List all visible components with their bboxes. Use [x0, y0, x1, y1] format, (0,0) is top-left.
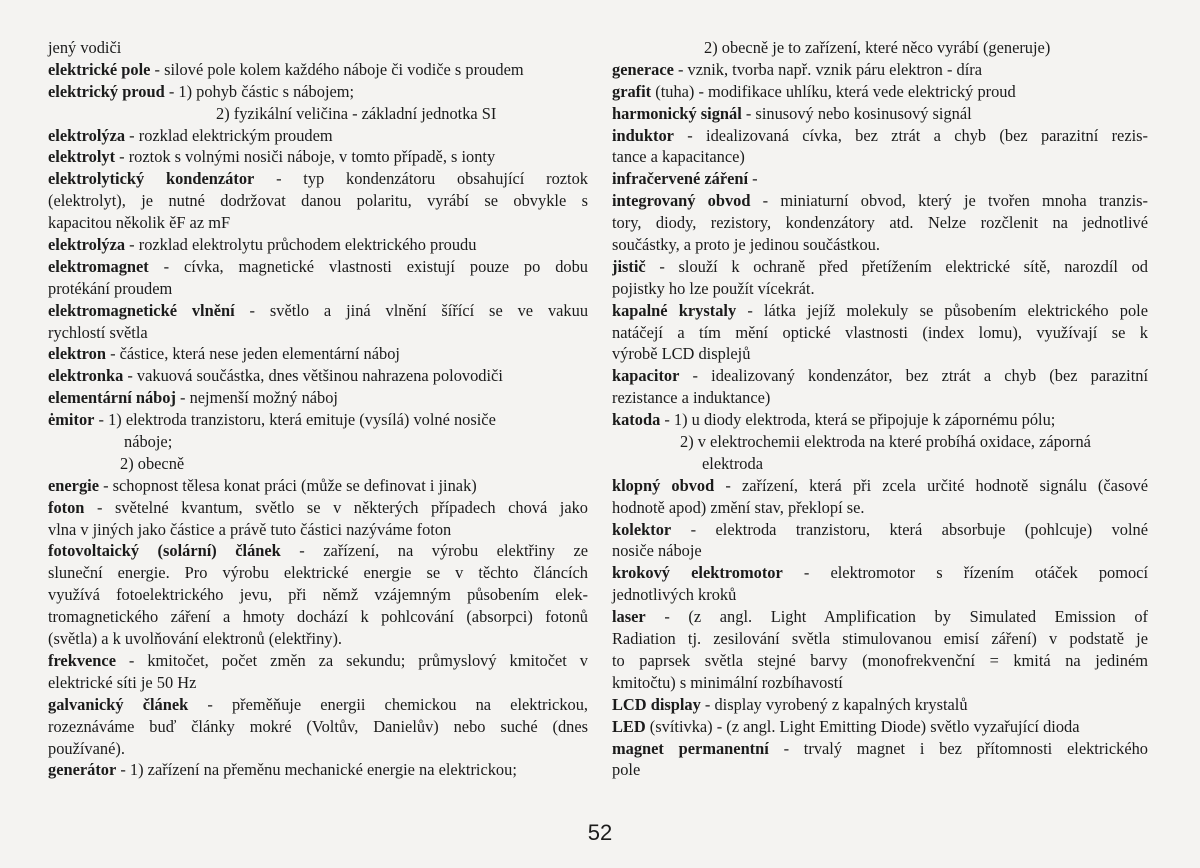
glossary-text: - typ kondenzátoru obsahující roztok — [254, 169, 588, 189]
glossary-line — [48, 81, 588, 103]
glossary-text: (tuha) - modifikace uhlíku, která vede elektrický proud — [651, 81, 1016, 101]
glossary-text: - světlo a jiná vlnění šířící se ve vakuu — [234, 300, 588, 320]
glossary-term: grafit — [612, 81, 652, 101]
glossary-text: pojistky ho lze použít vícekrát. — [612, 278, 815, 298]
glossary-line — [612, 606, 1148, 628]
left-column — [48, 37, 588, 781]
glossary-text: - idealizovaná cívka, bez ztrát a chyb (bez parazitní rezis- — [673, 125, 1148, 145]
glossary-line — [612, 256, 1148, 278]
glossary-text: Radiation tj. zesilování světla stimulovanou emisí záření) v podstatě je — [612, 629, 1148, 649]
glossary-line — [612, 628, 1148, 650]
glossary-line — [48, 37, 588, 59]
glossary-line — [612, 650, 1148, 672]
glossary-term: laser — [612, 607, 646, 627]
glossary-text: - rozklad elektrickým proudem — [125, 125, 333, 145]
glossary-line — [48, 606, 588, 628]
glossary-text: elektrické síti je 50 Hz — [48, 672, 197, 692]
glossary-term: elektrické pole — [48, 59, 151, 79]
glossary-line — [48, 431, 588, 453]
glossary-term: frekvence — [48, 650, 116, 670]
glossary-text: protékání proudem — [48, 278, 173, 298]
glossary-text: to paprsek světla stejné barvy (monofrekvenční = kmitá na jediném — [612, 650, 1148, 670]
glossary-line — [612, 234, 1148, 256]
glossary-line — [48, 409, 588, 431]
glossary-line — [612, 146, 1148, 168]
glossary-line — [48, 519, 588, 541]
glossary-term: elektrolýza — [48, 125, 126, 145]
glossary-line — [48, 628, 588, 650]
glossary-line — [48, 278, 588, 300]
glossary-text: - částice, která nese jeden elementární náboj — [105, 344, 400, 364]
glossary-text: nosiče náboje — [612, 541, 702, 561]
glossary-text: - 1) zařízení na přeměnu mechanické energie na elektrickou; — [116, 760, 517, 780]
glossary-line — [48, 125, 588, 147]
glossary-line — [48, 300, 588, 322]
glossary-text: tory, diody, rezistory, kondenzátory atd. Nelze rozčlenit na jednotlivé — [612, 213, 1148, 233]
glossary-text: - vakuová součástka, dnes většinou nahrazena polovodiči — [123, 366, 503, 386]
glossary-term: generace — [612, 59, 674, 79]
glossary-term: LED — [612, 716, 646, 736]
glossary-term: fotovoltaický (solární) článek — [48, 541, 281, 561]
glossary-text: - rozklad elektrolytu průchodem elektrického proudu — [125, 235, 477, 255]
glossary-term: elektrolytický kondenzátor — [48, 169, 255, 189]
glossary-line — [612, 125, 1148, 147]
glossary-text: rozeznáváme buď články mokré (Voltův, Danielův) nebo suché (dnes — [48, 716, 588, 736]
glossary-text: - přeměňuje energii chemickou na elektrickou, — [188, 694, 588, 714]
glossary-line — [612, 759, 1148, 781]
glossary-text: - roztok s volnými nosiči náboje, v tomto případě, s ionty — [115, 147, 496, 167]
glossary-text: 2) obecně je to zařízení, které něco vyrábí (generuje) — [704, 38, 1051, 57]
glossary-term: klopný obvod — [612, 475, 715, 495]
glossary-text: - — [748, 169, 758, 189]
glossary-line — [48, 146, 588, 168]
glossary-term: harmonický signál — [612, 103, 742, 123]
glossary-line — [48, 650, 588, 672]
glossary-text: tromagnetického záření a hmoty dochází k pohlcování (absorpci) fotonů — [48, 607, 588, 627]
glossary-text: - látka jejíž molekuly se působením elektrického pole — [736, 300, 1148, 320]
glossary-text: - trvalý magnet i bez přítomnosti elektrického — [768, 738, 1148, 758]
glossary-text: sluneční energie. Pro výrobu elektrické energie se v těchto článcích — [48, 563, 588, 583]
glossary-text: (světla) a k uvolňování elektronů (elektřiny). — [48, 629, 343, 649]
glossary-line — [612, 168, 1148, 190]
glossary-text: náboje; — [124, 432, 173, 452]
glossary-text: - schopnost tělesa konat práci (může se definovat i jinak) — [98, 475, 477, 495]
glossary-text: používané). — [48, 738, 125, 758]
glossary-line — [612, 278, 1148, 300]
glossary-line — [48, 168, 588, 190]
glossary-line — [48, 387, 588, 409]
glossary-term: jistič — [612, 256, 646, 276]
glossary-line — [612, 322, 1148, 344]
glossary-line — [612, 584, 1148, 606]
glossary-line — [612, 475, 1148, 497]
glossary-text: - zařízení, na výrobu elektřiny ze — [280, 541, 588, 561]
glossary-line — [612, 37, 1148, 59]
glossary-line — [48, 694, 588, 716]
glossary-line — [612, 212, 1148, 234]
glossary-term: integrovaný obvod — [612, 191, 751, 211]
glossary-text: natáčejí a tím mění optické vlastnosti (index lomu), využívají se k — [612, 322, 1148, 342]
glossary-term: galvanický článek — [48, 694, 189, 714]
glossary-text: - vznik, tvorba např. vznik páru elektron - díra — [673, 59, 983, 79]
glossary-line — [48, 212, 588, 234]
glossary-term: elektromagnet — [48, 256, 149, 276]
glossary-line — [48, 256, 588, 278]
glossary-line — [48, 59, 588, 81]
glossary-term: elektronka — [48, 366, 124, 386]
glossary-line — [612, 540, 1148, 562]
glossary-text: - kmitočet, počet změn za sekundu; průmyslový kmitočet v — [115, 650, 588, 670]
glossary-text: pole — [612, 760, 641, 780]
glossary-line — [612, 716, 1148, 738]
glossary-line — [612, 453, 1148, 475]
glossary-term: generátor — [48, 760, 117, 780]
glossary-line — [612, 694, 1148, 716]
glossary-text: 2) v elektrochemii elektroda na které probíhá oxidace, záporná — [680, 432, 1091, 452]
glossary-line — [48, 343, 588, 365]
glossary-term: foton — [48, 497, 85, 517]
glossary-text: - silové pole kolem každého náboje či vodiče s proudem — [150, 59, 524, 79]
glossary-term: ėmitor — [48, 410, 95, 430]
glossary-line — [48, 562, 588, 584]
glossary-text: jednotlivých kroků — [612, 585, 737, 605]
glossary-line — [612, 59, 1148, 81]
glossary-line — [48, 738, 588, 760]
glossary-line — [48, 497, 588, 519]
glossary-text: - elektromotor s řízením otáček pomocí — [782, 563, 1148, 583]
glossary-line — [612, 343, 1148, 365]
glossary-text: (svítivka) - (z angl. Light Emitting Diode) světlo vyzařující dioda — [645, 716, 1080, 736]
glossary-text: - 1) pohyb částic s nábojem; — [164, 81, 355, 101]
glossary-text: - cívka, magnetické vlastnosti existují pouze po dobu — [148, 256, 588, 276]
glossary-line — [612, 431, 1148, 453]
glossary-line — [48, 584, 588, 606]
glossary-line — [48, 759, 588, 781]
glossary-term: katoda — [612, 410, 661, 430]
glossary-text: využívá fotoelektrického jevu, při němž vzájemným působením elek- — [48, 585, 588, 605]
glossary-line — [612, 103, 1148, 125]
glossary-text: - 1) u diody elektroda, která se připojuje k zápornému pólu; — [660, 410, 1056, 430]
glossary-text: - sinusový nebo kosinusový signál — [741, 103, 972, 123]
glossary-text: 2) obecně — [120, 453, 185, 473]
glossary-text: - slouží k ochraně před přetížením elektrické sítě, narozdíl od — [645, 256, 1148, 276]
glossary-term: LCD display — [612, 694, 701, 714]
glossary-line — [48, 365, 588, 387]
glossary-term: induktor — [612, 125, 674, 145]
glossary-line — [612, 365, 1148, 387]
glossary-line — [612, 300, 1148, 322]
glossary-text: rezistance a induktance) — [612, 388, 771, 408]
glossary-text: elektroda — [702, 453, 763, 473]
glossary-line — [612, 409, 1148, 431]
glossary-text: 2) fyzikální veličina - základní jednotka SI — [216, 103, 497, 123]
glossary-text: kmitočtu) s minimální rozbíhavostí — [612, 672, 843, 692]
glossary-term: magnet permanentní — [612, 738, 769, 758]
glossary-line — [48, 716, 588, 738]
glossary-line — [612, 387, 1148, 409]
glossary-line — [612, 497, 1148, 519]
glossary-term: kapalné krystaly — [612, 300, 737, 320]
glossary-text: - elektroda tranzistoru, která absorbuje (pohlcuje) volné — [671, 519, 1148, 539]
glossary-term: krokový elektromotor — [612, 563, 783, 583]
glossary-text: hodnotě apod) změní stav, překlopí se. — [612, 497, 865, 517]
glossary-term: kolektor — [612, 519, 672, 539]
glossary-text: vlna v jiných jako částice a právě tuto částici nazýváme foton — [48, 519, 452, 539]
glossary-text: - světelné kvantum, světlo se v některých případech chová jako — [84, 497, 588, 517]
glossary-text: kapacitou několik ěF az mF — [48, 213, 231, 233]
glossary-term: elektrický proud — [48, 81, 165, 101]
right-column — [612, 37, 1148, 781]
glossary-text: výrobě LCD displejů — [612, 344, 751, 364]
glossary-line — [612, 562, 1148, 584]
glossary-line — [48, 540, 588, 562]
glossary-line — [48, 453, 588, 475]
glossary-text: - nejmenší možný náboj — [175, 388, 338, 408]
glossary-line — [48, 103, 588, 125]
glossary-line — [612, 190, 1148, 212]
glossary-text: - zařízení, která při zcela určité hodnotě signálu (časové — [714, 475, 1148, 495]
glossary-line — [48, 322, 588, 344]
glossary-term: elektron — [48, 344, 106, 364]
glossary-line — [48, 234, 588, 256]
glossary-line — [48, 475, 588, 497]
glossary-line — [612, 738, 1148, 760]
glossary-line — [612, 519, 1148, 541]
glossary-line — [612, 672, 1148, 694]
glossary-text: rychlostí světla — [48, 322, 148, 342]
glossary-text: - miniaturní obvod, který je tvořen mnoha tranzis- — [750, 191, 1148, 211]
glossary-term: elektromagnetické vlnění — [48, 300, 235, 320]
glossary-term: energie — [48, 475, 99, 495]
glossary-text: - display vyrobený z kapalných krystalů — [700, 694, 968, 714]
glossary-text: - (z angl. Light Amplification by Simulated Emission of — [645, 607, 1148, 627]
glossary-text: - idealizovaný kondenzátor, bez ztrát a chyb (bez parazitní — [679, 366, 1148, 386]
glossary-text: tance a kapacitance) — [612, 147, 745, 167]
page-number: 52 — [587, 820, 613, 845]
glossary-term: elektrolýza — [48, 235, 126, 255]
glossary-term: kapacitor — [612, 366, 680, 386]
glossary-text: součástky, a proto je jedinou součástkou. — [612, 235, 880, 255]
glossary-term: elementární náboj — [48, 388, 176, 408]
glossary-text: (elektrolyt), je nutné dodržovat danou polaritu, vyrábí se obvykle s — [48, 191, 588, 211]
glossary-line — [48, 672, 588, 694]
glossary-line — [612, 81, 1148, 103]
glossary-text: - 1) elektroda tranzistoru, která emituje (vysílá) volné nosiče — [94, 410, 496, 430]
glossary-line — [48, 190, 588, 212]
glossary-term: infračervené záření — [612, 169, 749, 189]
glossary-term: elektrolyt — [48, 147, 116, 167]
glossary-text: jený vodiči — [48, 38, 122, 57]
